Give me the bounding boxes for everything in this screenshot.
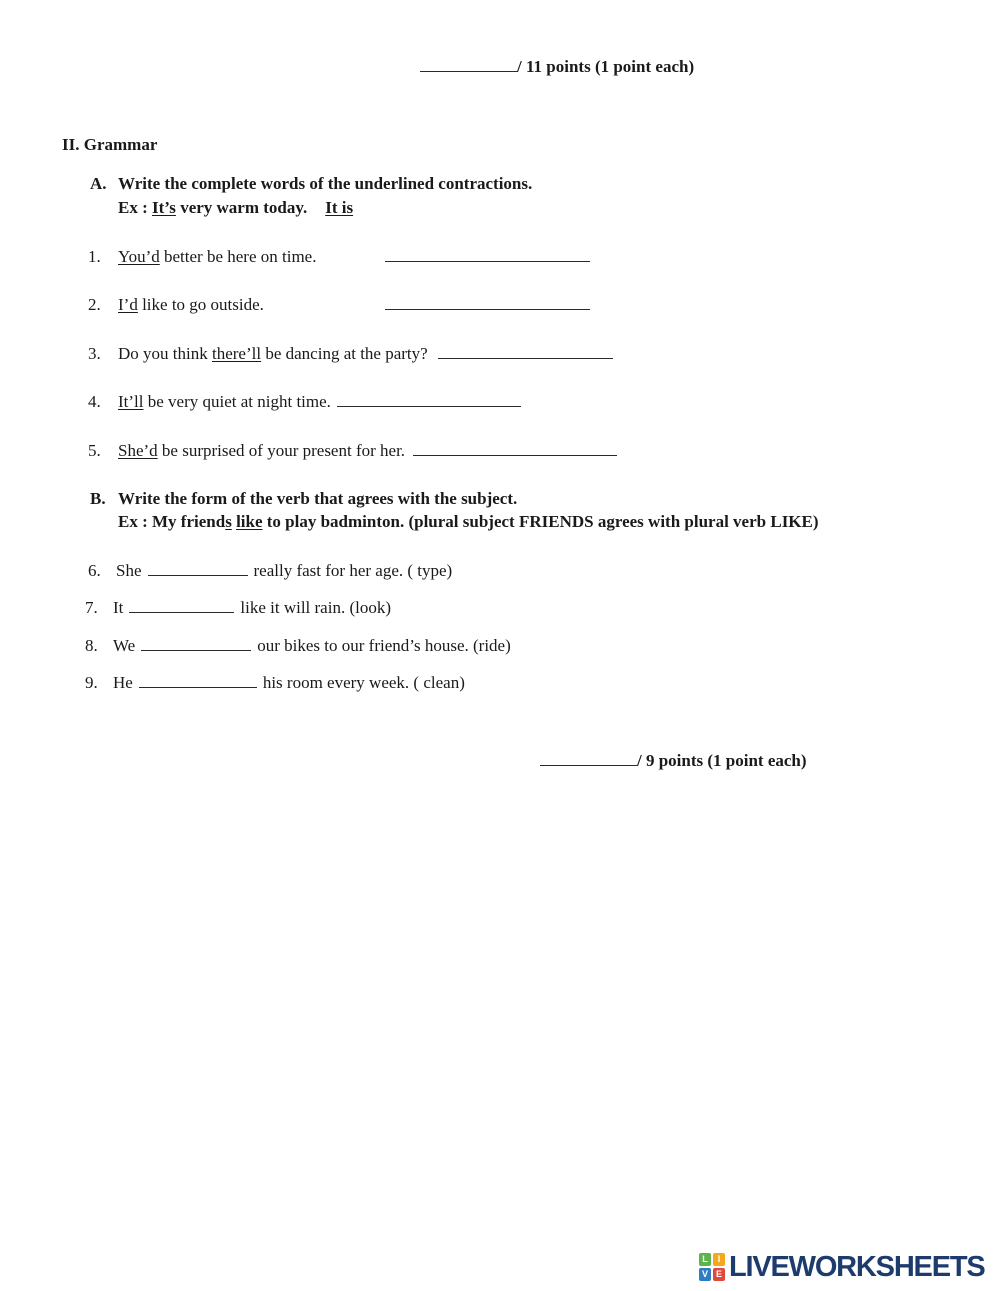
score-line-top [420, 56, 694, 77]
logo-tile-e: E [713, 1268, 725, 1281]
underlined-contraction: I’d [118, 295, 138, 314]
sentence-rest: our bikes to our friend’s house. (ride) [257, 636, 511, 655]
question-item-6 [88, 560, 452, 581]
answer-blank-9[interactable] [139, 674, 257, 688]
example-middle: very warm today. [175, 198, 308, 217]
example-contraction: It’s [152, 198, 176, 217]
question-number: 6. [88, 561, 101, 580]
question-number: 8. [85, 636, 98, 655]
sentence-start: Do you think [118, 344, 212, 363]
subject-word: We [113, 636, 136, 655]
subject-word: It [113, 598, 124, 617]
question-item-7 [85, 597, 391, 618]
question-number: 7. [85, 598, 98, 617]
question-sentence [118, 392, 331, 411]
liveworksheets-logo[interactable] [699, 1249, 985, 1285]
score-label-top: / 11 points (1 point each) [517, 57, 695, 76]
example-underlined-verb: like [236, 512, 263, 531]
example-answer: It is [325, 198, 354, 217]
part-b-heading [90, 488, 517, 509]
question-number: 3. [88, 344, 101, 363]
score-blank-bottom [540, 752, 637, 766]
question-sentence [118, 294, 385, 315]
answer-blank-6[interactable] [148, 562, 248, 576]
brand-wordmark: LIVEWORKSHEETS [729, 1251, 985, 1283]
underlined-contraction: there’ll [211, 344, 262, 363]
subject-word: He [113, 673, 133, 692]
question-sentence [118, 246, 385, 267]
live-blocks-icon [699, 1253, 725, 1281]
sentence-rest: be dancing at the party? [261, 344, 428, 363]
question-number: 9. [85, 673, 98, 692]
example-prefix: Ex : [118, 198, 152, 217]
question-sentence [118, 344, 428, 363]
score-blank-top [420, 58, 517, 72]
answer-blank-3[interactable] [438, 345, 613, 359]
score-label-bottom: / 9 points (1 point each) [637, 751, 807, 770]
question-item-5 [88, 440, 617, 461]
question-number: 2. [88, 295, 101, 314]
sentence-rest: better be here on time. [159, 247, 317, 266]
sentence-rest: be very quiet at night time. [143, 392, 331, 411]
example-rest: to play badminton. (plural subject FRIENDS agrees with plural verb LIKE) [262, 512, 819, 531]
sentence-rest: his room every week. ( clean) [262, 673, 465, 692]
part-a-heading [90, 173, 532, 194]
answer-blank-4[interactable] [337, 393, 521, 407]
part-b-example [118, 511, 819, 532]
answer-blank-8[interactable] [141, 637, 251, 651]
logo-tile-l: L [699, 1253, 711, 1266]
sentence-rest: like to go outside. [137, 295, 264, 314]
question-item-8 [85, 635, 511, 656]
question-item-1 [88, 246, 590, 267]
part-b-instruction: Write the form of the verb that agrees with the subject. [118, 489, 518, 508]
answer-blank-5[interactable] [413, 442, 617, 456]
question-item-9 [85, 672, 465, 693]
sentence-rest: like it will rain. (look) [240, 598, 391, 617]
question-item-2 [88, 294, 590, 315]
sentence-rest: really fast for her age. ( type) [253, 561, 453, 580]
underlined-contraction: It’ll [118, 392, 144, 411]
question-number: 5. [88, 441, 101, 460]
question-number: 4. [88, 392, 101, 411]
sentence-rest: be surprised of your present for her. [157, 441, 406, 460]
underlined-contraction: You’d [118, 247, 160, 266]
answer-blank-1[interactable] [385, 248, 590, 262]
part-a-example [118, 197, 353, 218]
subject-word: She [116, 561, 142, 580]
logo-tile-v: V [699, 1268, 711, 1281]
part-b-letter: B. [90, 489, 106, 508]
part-a-letter: A. [90, 174, 107, 193]
question-item-3 [88, 343, 613, 364]
question-sentence [118, 441, 405, 460]
answer-blank-2[interactable] [385, 296, 590, 310]
score-line-bottom [540, 750, 807, 771]
example-underlined-s: s [225, 512, 232, 531]
question-item-4 [88, 391, 521, 412]
question-number: 1. [88, 247, 101, 266]
logo-tile-i: I [713, 1253, 725, 1266]
section-title: II. Grammar [62, 135, 158, 154]
answer-blank-7[interactable] [129, 599, 234, 613]
part-a-instruction: Write the complete words of the underlined contractions. [118, 174, 533, 193]
underlined-contraction: She’d [118, 441, 158, 460]
example-prefix: Ex : My friend [118, 512, 226, 531]
